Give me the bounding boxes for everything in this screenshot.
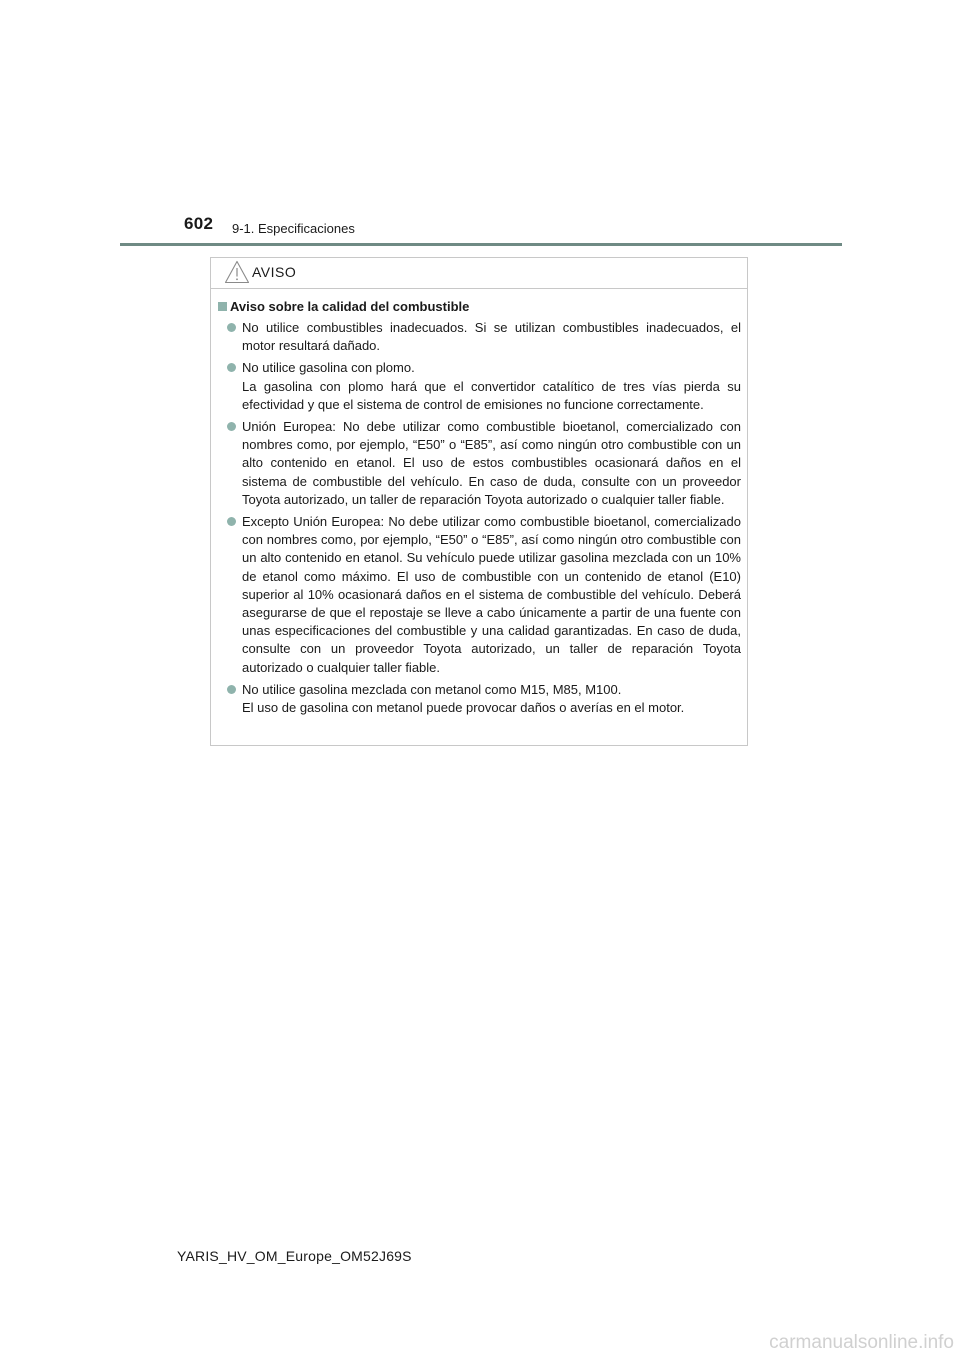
- list-item: [242, 319, 741, 355]
- warning-body: [211, 298, 747, 721]
- circle-bullet-icon: [227, 685, 236, 694]
- item-paragraph: La gasolina con plomo hará que el convertidor catalítico de tres vías pierda su efectividad y que el sistema de control de emisiones no funcione correctamente.: [242, 378, 741, 412]
- square-bullet-icon: [218, 302, 227, 311]
- subheading-text: Aviso sobre la calidad del combustible: [230, 299, 470, 314]
- warning-title: AVISO: [252, 264, 297, 280]
- circle-bullet-icon: [227, 517, 236, 526]
- watermark: carmanualsonline.info: [769, 1332, 954, 1353]
- circle-bullet-icon: [227, 323, 236, 332]
- circle-bullet-icon: [227, 363, 236, 372]
- warning-header: [211, 258, 747, 289]
- item-paragraph: No utilice gasolina con plomo.: [242, 360, 415, 376]
- warning-box: [210, 257, 748, 746]
- header-rule: [120, 243, 842, 246]
- warning-triangle-icon: [224, 260, 250, 284]
- warning-subheading: [215, 298, 747, 316]
- list-item: [242, 681, 741, 717]
- page-number: 602: [184, 214, 214, 233]
- list-item: [242, 513, 741, 677]
- item-paragraph: Unión Europea: No debe utilizar como combustible bioetanol, comercializado con nombres como, por ejemplo, “E50” o “E85”, así como ningún otro combustible con un alto contenido en etanol. El uso de estos combustibles ocasionará daños en el sistema de combustible del vehículo. En caso de duda, consulte con un proveedor Toyota autorizado, un taller de reparación Toyota autorizado o cualquier taller fiable.: [242, 419, 741, 507]
- list-item: [242, 418, 741, 509]
- list-item: [242, 359, 741, 414]
- item-paragraph: El uso de gasolina con metanol puede provocar daños o averías en el motor.: [242, 700, 685, 716]
- item-paragraph: No utilice gasolina mezclada con metanol como M15, M85, M100.: [242, 681, 622, 697]
- section-title: 9-1. Especificaciones: [232, 221, 355, 236]
- circle-bullet-icon: [227, 422, 236, 431]
- item-paragraph: No utilice combustibles inadecuados. Si se utilizan combustibles inadecuados, el motor resultará dañado.: [242, 320, 741, 354]
- item-paragraph: Excepto Unión Europea: No debe utilizar como combustible bioetanol, comercializado con nombres como, por ejemplo, “E50” o “E85”, así como ningún otro combustible con un alto contenido en etanol. Su vehículo puede utilizar gasolina mezclada con un 10% de etanol como máximo. El uso de combustible con un contenido de etanol (E10) superior al 10% ocasionará daños en el sistema de combustible del vehículo. Deberá asegurarse de que el repostaje se lleve a cabo únicamente a partir de una fuente con unas especificaciones del combustible y una calidad garantizadas. En caso de duda, consulte con un proveedor Toyota autorizado, un taller de reparación Toyota autorizado o cualquier taller fiable.: [242, 514, 741, 675]
- document-code: YARIS_HV_OM_Europe_OM52J69S: [177, 1248, 412, 1264]
